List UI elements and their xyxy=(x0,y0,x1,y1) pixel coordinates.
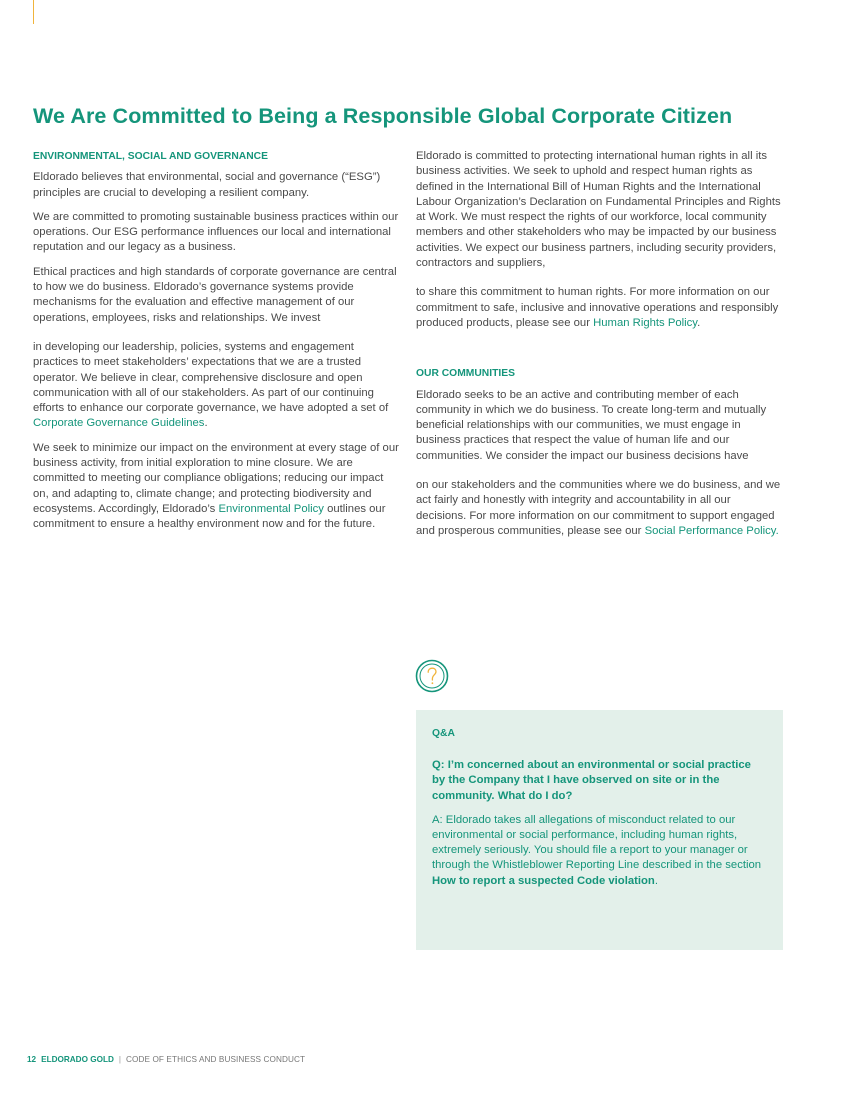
qa-box xyxy=(416,710,783,950)
esg-heading: ENVIRONMENTAL, SOCIAL AND GOVERNANCE xyxy=(33,151,268,162)
esg-paragraph-5-end: outlines our commitment to ensure a healthy environment now and for the future. xyxy=(33,502,386,531)
environmental-policy-link[interactable]: Environmental Policy xyxy=(218,502,324,515)
left-column xyxy=(33,149,399,542)
section-spacer xyxy=(416,340,782,366)
page-footer xyxy=(27,1055,305,1064)
communities-paragraph-1: Eldorado seeks to be an active and contributing member of each community in which we do business. To create long-term and mutually beneficial relationships with our communities, we must engage in business practices that respect the value of human life and our communities. We consider the impact our business decisions have xyxy=(416,388,767,462)
esg-paragraph-1: Eldorado believes that environmental, social and governance (“ESG”) principles are crucial to developing a resilient company. xyxy=(33,171,381,199)
esg-paragraph-5-text: We seek to minimize our impact on the environment at every stage of our business activity, from initial exploration to mine closure. We are committed to meeting our compliance obligations; reducing our impact on, and adapting to, climate change; and protecting biodiversity and ecosystems. Accordingly, Eldorado’s xyxy=(33,441,399,515)
esg-paragraph-5 xyxy=(33,441,399,533)
esg-paragraph-3: Ethical practices and high standards of corporate governance are central to how we do business. Eldorado’s governance systems provide mechanisms for the evaluation and effective management of our operations, employees, risks and relationships. We invest xyxy=(33,265,397,324)
page-number: 12 xyxy=(27,1055,37,1064)
esg-paragraph-4-end: . xyxy=(204,417,208,430)
communities-paragraph-2 xyxy=(416,478,782,539)
human-rights-paragraph-1: Eldorado is committed to protecting international human rights in all its business activities. We seek to uphold and respect human rights as defined in the International Bill of Human Rights and the International Labour Organization’s Declaration on Fundamental Principles and Rights at Work. We must respect the rights of our workforce, local community members and other stakeholders who may be impacted by our business activities. We expect our business partners, including security providers, contractors and suppliers, xyxy=(416,150,781,270)
qa-answer-end: . xyxy=(654,874,658,887)
esg-paragraph-4-text: in developing our leadership, policies, systems and engagement practices to meet stakeholders’ expectations that we are a trusted operator. We believe in clear, comprehensive disclosure and open communication with all of our stakeholders. As part of our continuing efforts to enhance our corporate governance, we have adopted a set of xyxy=(33,340,389,415)
question-mark-icon xyxy=(415,659,449,693)
corporate-governance-guidelines-link[interactable]: Corporate Governance Guidelines xyxy=(33,417,205,430)
right-column xyxy=(416,149,782,548)
esg-paragraph-2: We are committed to promoting sustainable business practices within our operations. Our ESG performance influences our local and international reputation and our legacy as a business. xyxy=(33,210,399,254)
communities-heading: OUR COMMUNITIES xyxy=(416,368,515,380)
human-rights-paragraph-2-end: . xyxy=(697,316,701,329)
qa-question: Q: I’m concerned about an environmental or social practice by the Company that I have observed on site or in the community. What do I do? xyxy=(432,759,751,802)
social-performance-policy-link[interactable]: Social Performance Policy. xyxy=(644,524,779,537)
human-rights-paragraph-2-text: to share this commitment to human rights. For more information on our commitment to safe, inclusive and innovative operations and responsibly produced products, please see our xyxy=(416,286,779,329)
footer-document-title: CODE OF ETHICS AND BUSINESS CONDUCT xyxy=(126,1055,306,1064)
human-rights-paragraph-2 xyxy=(416,285,782,331)
qa-answer xyxy=(432,813,767,889)
footer-separator: | xyxy=(118,1055,122,1064)
esg-paragraph-4 xyxy=(33,340,399,432)
human-rights-policy-link[interactable]: Human Rights Policy xyxy=(593,316,698,329)
report-violation-reference: How to report a suspected Code violation xyxy=(432,874,655,887)
qa-answer-text: A: Eldorado takes all allegations of misconduct related to our environmental or social performance, including human rights, extremely seriously. You should file a report to your manager or through the Whistleblower Reporting Line described in the section xyxy=(432,813,762,872)
qa-heading: Q&A xyxy=(432,728,455,739)
page-title: We Are Committed to Being a Responsible Global Corporate Citizen xyxy=(33,104,733,128)
margin-marker xyxy=(33,0,34,24)
footer-brand: ELDORADO GOLD xyxy=(41,1055,114,1064)
communities-paragraph-2-text: on our stakeholders and the communities where we do business, and we act fairly and honestly with integrity and accountability in all our decisions. For more information on our commitment to support engaged and prosperous communities, please see our xyxy=(416,479,781,537)
